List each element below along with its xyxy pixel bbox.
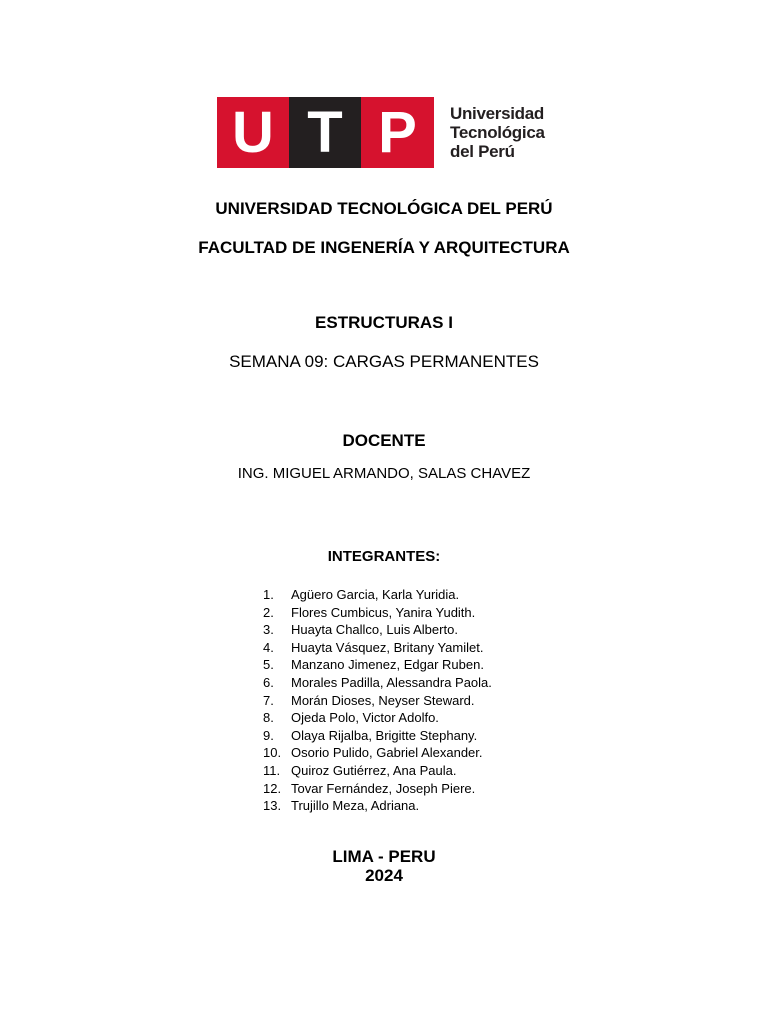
list-item [263, 692, 492, 710]
list-item-name: Morán Dioses, Neyser Steward. [291, 692, 475, 708]
list-item-number: 2. [263, 604, 274, 620]
course-title: ESTRUCTURAS I [315, 313, 453, 332]
list-item-number: 11. [263, 762, 281, 778]
list-item-name: Quiroz Gutiérrez, Ana Paula. [291, 762, 457, 778]
list-item-name: Morales Padilla, Alessandra Paola. [291, 674, 492, 690]
list-item-name: Tovar Fernández, Joseph Piere. [291, 780, 476, 796]
list-item-number: 5. [263, 657, 274, 673]
list-item-number: 9. [263, 727, 274, 743]
list-item-name: Huayta Challco, Luis Alberto. [291, 622, 458, 638]
list-item [263, 709, 492, 727]
list-item-number: 6. [263, 674, 274, 690]
list-item-number: 1. [263, 587, 274, 602]
list-item [263, 621, 492, 639]
list-item-name: Olaya Rijalba, Brigitte Stephany. [291, 727, 478, 743]
logo-letter-p: P [361, 97, 434, 168]
list-item-name: Ojeda Polo, Victor Adolfo. [291, 710, 439, 726]
list-item-number: 10. [263, 745, 282, 761]
logo-letter-u: U [217, 97, 289, 168]
list-item-number: 4. [263, 639, 274, 655]
list-item [263, 744, 492, 762]
city-label: LIMA - PERU [332, 847, 436, 866]
faculty-title: FACULTAD DE INGENERÍA Y ARQUITECTURA [198, 238, 570, 257]
list-item [263, 639, 492, 657]
list-item-name: Agüero Garcia, Karla Yuridia. [291, 587, 460, 602]
teacher-name: ING. MIGUEL ARMANDO, SALAS CHAVEZ [237, 465, 531, 482]
logo-letter-t: T [289, 97, 361, 168]
list-item [263, 762, 492, 780]
list-item-number: 13. [263, 798, 282, 814]
list-item-name: Trujillo Meza, Adriana. [291, 798, 420, 814]
list-item-number: 12. [263, 780, 282, 796]
members-list [263, 586, 492, 815]
members-label: INTEGRANTES: [327, 548, 441, 565]
utp-logo [217, 97, 552, 168]
list-item [263, 674, 492, 692]
list-item-name: Huayta Vásquez, Britany Yamilet. [291, 639, 484, 655]
list-item [263, 780, 492, 798]
list-item [263, 604, 492, 622]
list-item-number: 8. [263, 710, 274, 726]
year-label: 2024 [365, 866, 403, 885]
list-item [263, 586, 492, 604]
list-item-name: Osorio Pulido, Gabriel Alexander. [291, 745, 483, 761]
teacher-label: DOCENTE [342, 431, 426, 450]
list-item [263, 727, 492, 745]
week-subtitle: SEMANA 09: CARGAS PERMANENTES [229, 352, 539, 371]
list-item-name: Flores Cumbicus, Yanira Yudith. [291, 604, 476, 620]
logo-wordmark [450, 97, 545, 168]
list-item [263, 797, 492, 815]
logo-text-line-2: Tecnológica [450, 123, 545, 142]
list-item-name: Manzano Jimenez, Edgar Ruben. [291, 657, 484, 673]
list-item [263, 656, 492, 674]
university-title: UNIVERSIDAD TECNOLÓGICA DEL PERÚ [215, 199, 553, 218]
list-item-number: 7. [263, 692, 274, 708]
list-item-number: 3. [263, 622, 274, 638]
logo-text-line-3: del Perú [450, 142, 515, 161]
logo-text-line-1: Universidad [450, 104, 545, 123]
